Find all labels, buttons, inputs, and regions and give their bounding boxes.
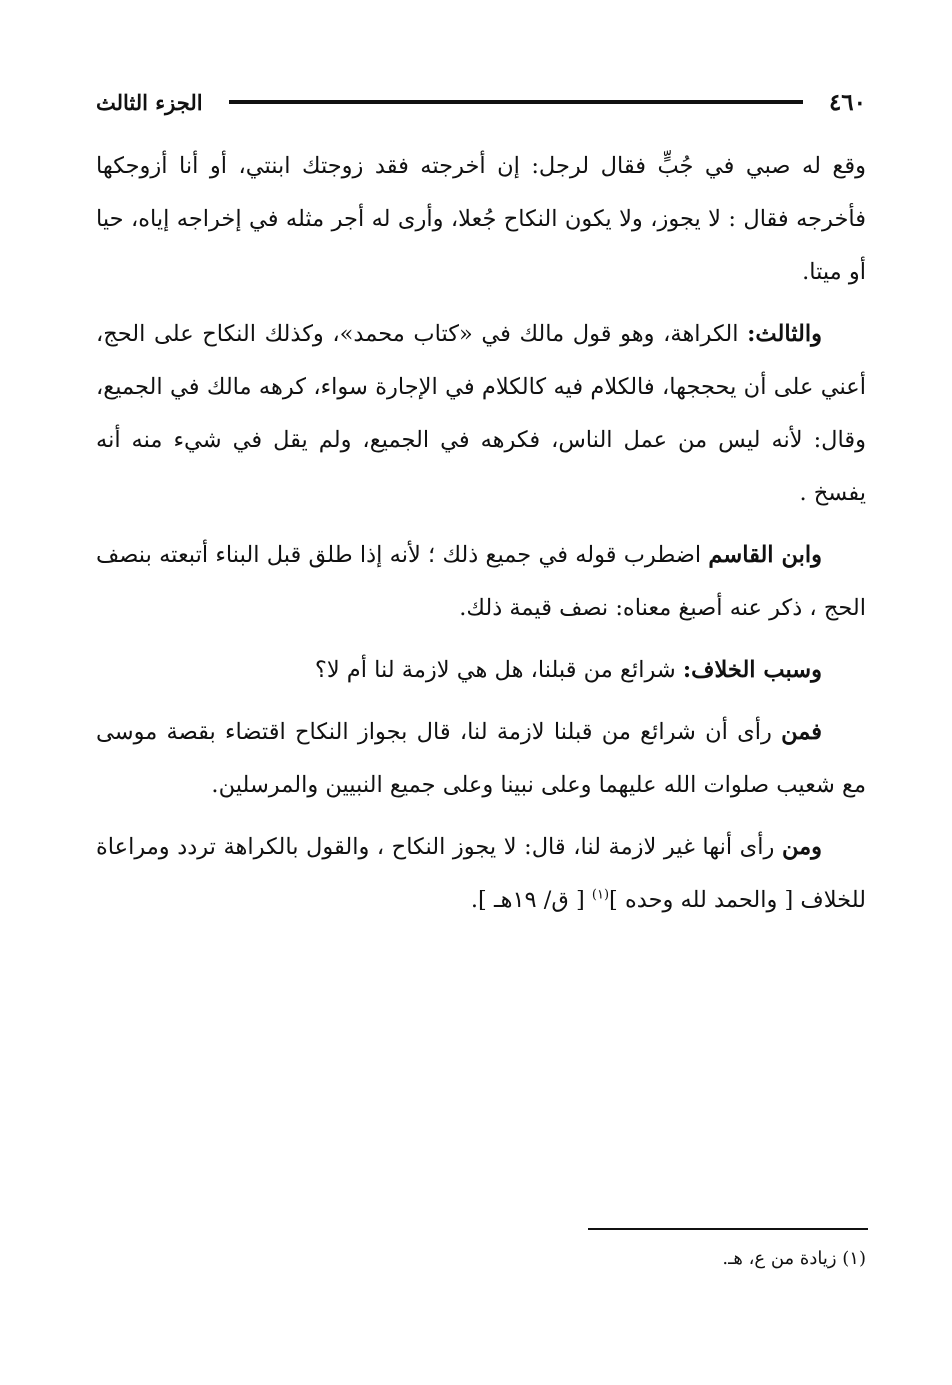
paragraph-4 xyxy=(96,644,866,697)
page-header xyxy=(96,82,866,122)
paragraph-text: الكراهة، وهو قول مالك في «كتاب محمد»، وكذلك النكاح على الحج، أعني على أن يحججها، فالكلام فيه كالكلام في الإجارة سواء، كرهه مالك في الجميع، وقال: لأنه ليس من عمل الناس، فكرهه في الجميع، ولم يقل في شيء منه أنه يفسخ . xyxy=(96,321,866,506)
paragraph-2 xyxy=(96,308,866,520)
paragraph-6 xyxy=(96,821,866,927)
header-rule xyxy=(229,100,803,104)
paragraph-lead: ومن xyxy=(781,834,822,860)
paragraph-3 xyxy=(96,529,866,635)
paragraph-text: رأى أن شرائع من قبلنا لازمة لنا، قال بجواز النكاح اقتضاء بقصة موسى مع شعيب صلوات الله عليهما وعلى نبينا وعلى جميع النبيين والمرسلين. xyxy=(96,719,866,798)
footnote-reference: (١) xyxy=(591,887,610,903)
paragraph-text: اضطرب قوله في جميع ذلك ؛ لأنه إذا طلق قبل البناء أتبعته بنصف الحج ، ذكر عنه أصبغ معناه: نصف قيمة ذلك. xyxy=(96,542,866,621)
page-number: ٤٦٠ xyxy=(828,88,866,116)
paragraph-lead: وسبب الخلاف: xyxy=(682,657,822,683)
paragraph-lead: فمن xyxy=(781,719,822,745)
paragraph-5 xyxy=(96,706,866,812)
footnote-rule xyxy=(588,1228,868,1230)
paragraph-tail: [ ق/ ١٩هـ ]. xyxy=(470,887,592,913)
running-title: الجزء الثالث xyxy=(96,89,203,115)
footnote: (١) زيادة من ع، هـ. xyxy=(722,1248,866,1269)
paragraph-text: شرائع من قبلنا، هل هي لازمة لنا أم لا؟ xyxy=(314,657,683,683)
paragraph-text: وقع له صبي في جُبٍّ فقال لرجل: إن أخرجته فقد زوجتك ابنتي، أو أنا أزوجكها فأخرجه فقال : لا يجوز، ولا يكون النكاح جُعلا، وأرى له أجر مثله في إخراجه إياه، حيا أو ميتا. xyxy=(96,153,866,285)
paragraph-lead: والثالث: xyxy=(747,321,822,347)
paragraph-text: رأى أنها غير لازمة لنا، قال: لا يجوز النكاح ، والقول بالكراهة تردد ومراعاة للخلاف [ والحمد لله وحده ] xyxy=(96,834,866,913)
paragraph-1 xyxy=(96,140,866,299)
paragraph-lead: وابن القاسم xyxy=(708,542,822,568)
body-text xyxy=(96,140,866,936)
